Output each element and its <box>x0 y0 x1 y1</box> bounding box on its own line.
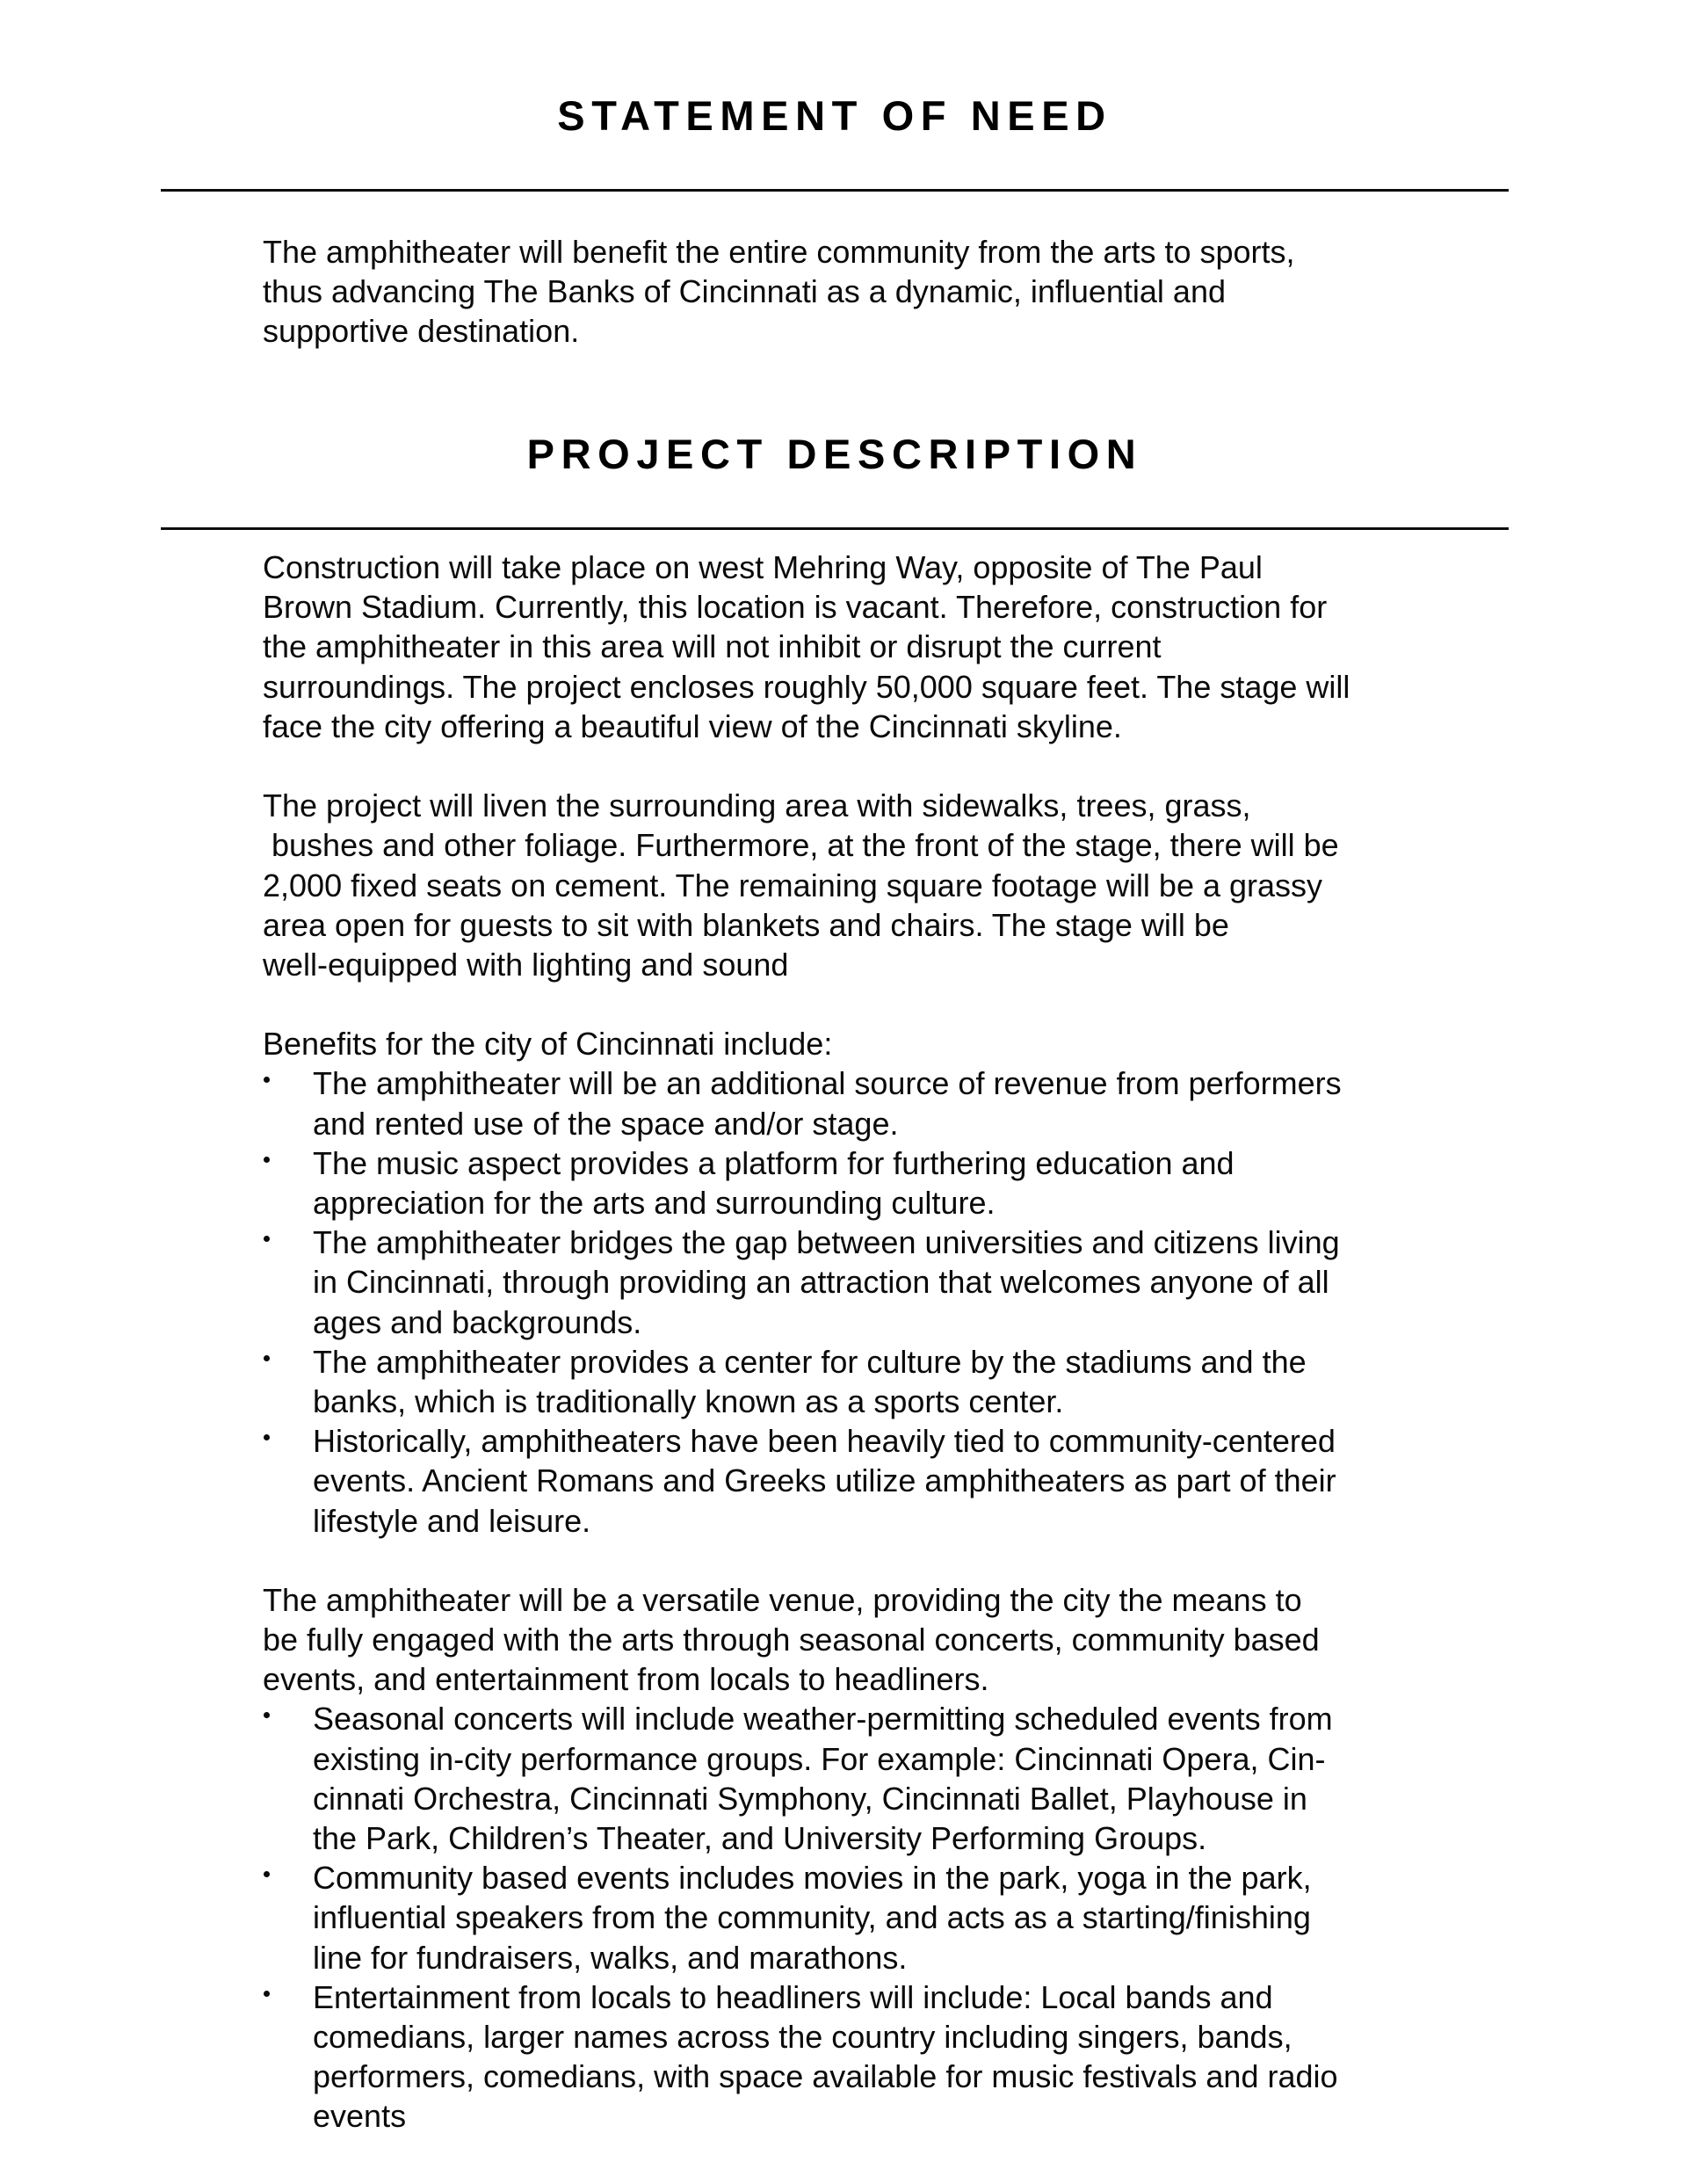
benefit-list-item <box>263 1342 1431 1421</box>
venue-events-list <box>263 1699 1431 2136</box>
bullet-icon <box>264 1991 270 1997</box>
paragraph-spacer <box>263 746 1431 786</box>
venue-list-item <box>263 1858 1431 1977</box>
bullet-icon <box>264 1236 270 1242</box>
statement-of-need-heading: STATEMENT OF NEED <box>557 92 1112 139</box>
list-item-line: and rented use of the space and/or stage. <box>313 1105 899 1142</box>
bullet-icon <box>264 1712 270 1718</box>
list-item-line: The amphitheater provides a center for culture by the stadiums and the <box>313 1343 1307 1380</box>
list-item-line: Entertainment from locals to headliners will include: Local bands and <box>313 1978 1273 2015</box>
list-item-line: existing in-city performance groups. For example: Cincinnati Opera, Cin- <box>313 1740 1326 1777</box>
list-item-line: comedians, larger names across the country including singers, bands, <box>313 2018 1292 2055</box>
paragraph-line: bushes and other foliage. Furthermore, at the front of the stage, there will be <box>263 827 1339 864</box>
paragraph-line: The project will liven the surrounding area with sidewalks, trees, grass, <box>263 787 1251 824</box>
list-item-line: line for fundraisers, walks, and marathons. <box>313 1939 908 1976</box>
paragraph-spacer <box>263 984 1431 1024</box>
paragraph-line: events, and entertainment from locals to headliners. <box>263 1661 989 1698</box>
list-item-line: The amphitheater will be an additional source of revenue from performers <box>313 1065 1342 1102</box>
project-description-body <box>263 548 1431 2137</box>
paragraph-line: surroundings. The project encloses roughly 50,000 square feet. The stage will <box>263 668 1350 705</box>
list-item-line: in Cincinnati, through providing an attraction that welcomes anyone of all <box>313 1264 1329 1301</box>
venue-list-item <box>263 1977 1431 2137</box>
bullet-icon <box>264 1355 270 1361</box>
paragraph-line: area open for guests to sit with blankets and chairs. The stage will be <box>263 906 1229 943</box>
section-divider-rule <box>161 527 1509 530</box>
statement-of-need-body <box>263 232 1431 352</box>
paragraph-line: thus advancing The Banks of Cincinnati as a dynamic, influential and <box>263 273 1226 310</box>
list-item-line: performers, comedians, with space available for music festivals and radio <box>313 2058 1338 2095</box>
list-item-line: influential speakers from the community, and acts as a starting/finishing <box>313 1899 1311 1936</box>
paragraph-line: Construction will take place on west Mehring Way, opposite of The Paul <box>263 549 1263 585</box>
landscaping-paragraph <box>263 786 1431 984</box>
list-item-line: Seasonal concerts will include weather-permitting scheduled events from <box>313 1701 1333 1738</box>
list-item-line: banks, which is traditionally known as a sports center. <box>313 1382 1064 1419</box>
venue-paragraph <box>263 1580 1431 1700</box>
bullet-icon <box>264 1077 270 1083</box>
benefit-list-item <box>263 1063 1431 1143</box>
venue-list-item <box>263 1699 1431 1858</box>
benefits-list <box>263 1063 1431 1540</box>
list-item-line: The music aspect provides a platform for furthering education and <box>313 1144 1234 1181</box>
section-divider-rule <box>161 189 1509 192</box>
benefit-list-item <box>263 1143 1431 1223</box>
paragraph-line: Brown Stadium. Currently, this location is vacant. Therefore, construction for <box>263 589 1328 626</box>
paragraph-line: be fully engaged with the arts through seasonal concerts, community based <box>263 1622 1320 1658</box>
paragraph-line: supportive destination. <box>263 313 580 350</box>
list-item-line: events. Ancient Romans and Greeks utilize amphitheaters as part of their <box>313 1462 1336 1499</box>
list-item-line: the Park, Children’s Theater, and University Performing Groups. <box>313 1820 1207 1856</box>
list-item-line: ages and backgrounds. <box>313 1303 642 1340</box>
paragraph-line: The amphitheater will benefit the entire community from the arts to sports, <box>263 234 1295 270</box>
paragraph-line: 2,000 fixed seats on cement. The remaining square footage will be a grassy <box>263 867 1323 903</box>
bullet-icon <box>264 1871 270 1877</box>
list-item-line: Historically, amphitheaters have been heavily tied to community-centered <box>313 1423 1336 1460</box>
benefit-list-item <box>263 1223 1431 1342</box>
paragraph-line: The amphitheater will be a versatile venue, providing the city the means to <box>263 1581 1302 1618</box>
construction-paragraph <box>263 548 1431 746</box>
list-item-line: lifestyle and leisure. <box>313 1502 591 1539</box>
paragraph-line: the amphitheater in this area will not inhibit or disrupt the current <box>263 628 1162 665</box>
paragraph-line: face the city offering a beautiful view of the Cincinnati skyline. <box>263 707 1122 744</box>
bullet-icon <box>264 1157 270 1163</box>
list-item-line: events <box>313 2098 407 2135</box>
benefit-list-item <box>263 1421 1431 1541</box>
list-item-line: Community based events includes movies in the park, yoga in the park, <box>313 1860 1312 1897</box>
list-item-line: appreciation for the arts and surrounding culture. <box>313 1185 996 1221</box>
benefits-intro: Benefits for the city of Cincinnati include: <box>263 1026 833 1063</box>
bullet-icon <box>264 1434 270 1440</box>
list-item-line: cinnati Orchestra, Cincinnati Symphony, Cincinnati Ballet, Playhouse in <box>313 1780 1307 1817</box>
paragraph-spacer <box>263 1541 1431 1580</box>
list-item-line: The amphitheater bridges the gap between universities and citizens living <box>313 1224 1340 1261</box>
paragraph-line: well-equipped with lighting and sound <box>263 946 789 983</box>
project-description-heading: PROJECT DESCRIPTION <box>526 431 1143 477</box>
